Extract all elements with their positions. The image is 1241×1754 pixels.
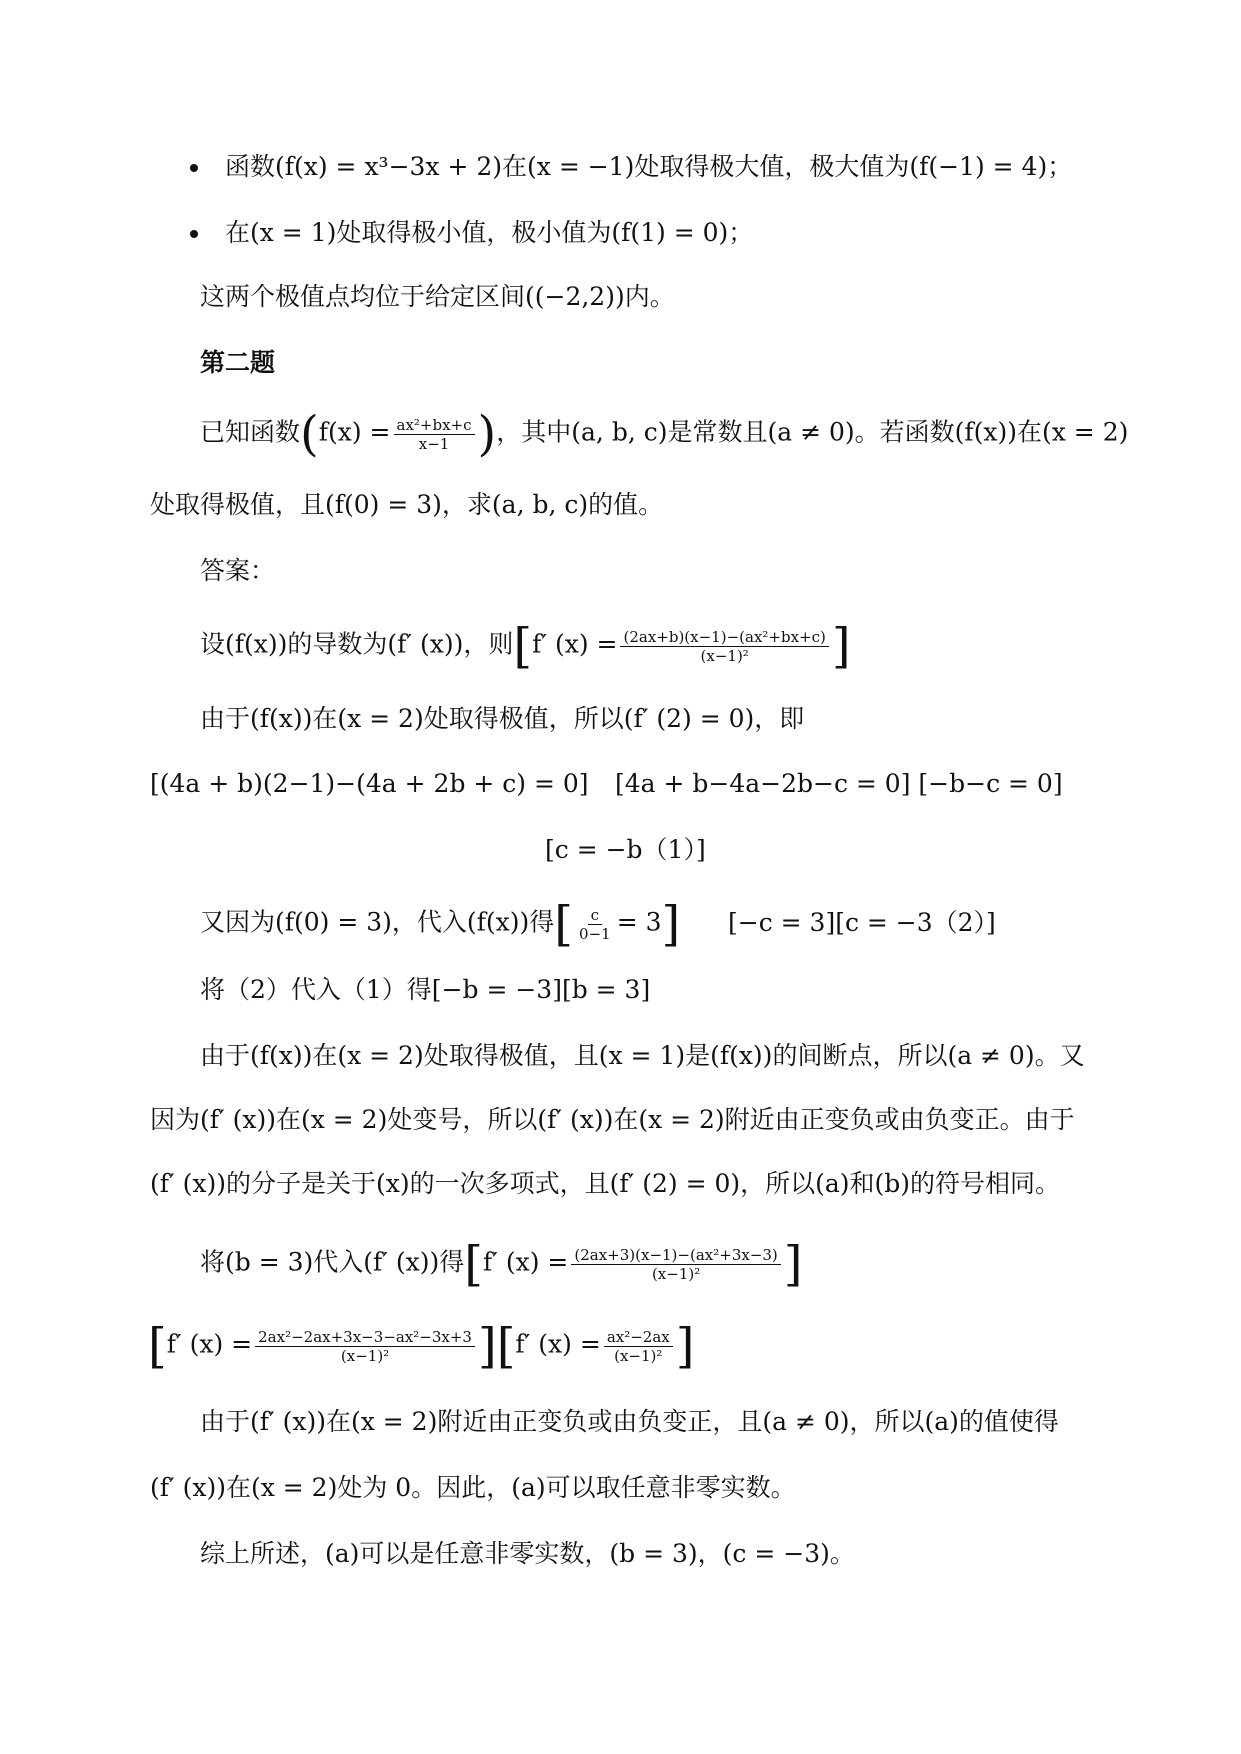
bullet-icon	[190, 164, 198, 172]
fraction	[394, 416, 475, 453]
denominator: x−1	[418, 434, 450, 453]
formula-lhs: f′ (x) =	[532, 629, 618, 659]
text: 已知函数	[200, 417, 301, 447]
text: 设(f(x))的导数为(f′ (x))，则	[200, 629, 514, 659]
equation-2: [4a + b−4a−2b−c = 0] [−b−c = 0]	[615, 769, 1063, 798]
fraction	[620, 628, 828, 665]
numerator: (2ax+3)(x−1)−(ax²+3x−3)	[571, 1246, 780, 1265]
left-paren: (	[300, 406, 319, 462]
numerator: ax²−2ax	[604, 1328, 673, 1347]
right-bracket: ]	[783, 1236, 803, 1292]
paragraph-sign-change-2: (f′ (x))在(x = 2)处为 0。因此，(a)可以取任意非零实数。	[150, 1473, 796, 1502]
fraction	[255, 1328, 475, 1365]
equation-3: [c = −b（1）]	[545, 835, 706, 864]
equation-rhs: = 3	[616, 907, 662, 937]
equation-1: [(4a + b)(2−1)−(4a + 2b + c) = 0]	[150, 769, 589, 798]
right-bracket: ]	[477, 1318, 497, 1374]
paragraph-substitute: 将（2）代入（1）得[−b = −3][b = 3]	[200, 975, 651, 1004]
left-bracket: [	[464, 1236, 483, 1292]
paragraph-analysis-1: 由于(f(x))在(x = 2)处取得极值，且(x = 1)是(f(x))的间断点，所以(a ≠ 0)。又	[200, 1041, 1085, 1070]
left-bracket: [	[496, 1318, 516, 1374]
paragraph-interval: 这两个极值点均位于给定区间((−2,2))内。	[200, 282, 675, 311]
left-bracket: [	[148, 1318, 167, 1374]
formula-lhs: f′ (x) =	[482, 1247, 569, 1277]
paragraph-analysis-3: (f′ (x))的分子是关于(x)的一次多项式，且(f′ (2) = 0)，所以(a)和(b)的符号相同。	[150, 1169, 1061, 1198]
derivative-substitution	[200, 1236, 803, 1292]
fraction	[576, 906, 614, 943]
substitution-line	[200, 896, 681, 952]
text: 将(b = 3)代入(f′ (x))得	[200, 1247, 465, 1277]
section-heading: 第二题	[200, 348, 276, 377]
denominator: (x−1)²	[614, 1346, 663, 1365]
left-bracket: [	[513, 618, 533, 674]
paragraph-sign-change-1: 由于(f′ (x))在(x = 2)附近由正变负或由负变正，且(a ≠ 0)，所以(a)的值使得	[200, 1407, 1059, 1436]
text: 又因为(f(0) = 3)，代入(f(x))得	[200, 907, 555, 937]
formula-lhs: f′ (x) =	[515, 1329, 601, 1359]
paragraph-conclusion: 综上所述，(a)可以是任意非零实数，(b = 3)，(c = −3)。	[200, 1539, 855, 1568]
formula-lhs: f(x) =	[318, 417, 391, 447]
bullet-line-min: 在(x = 1)处取得极小值，极小值为(f(1) = 0)；	[225, 218, 754, 247]
paragraph-analysis-2: 因为(f′ (x))在(x = 2)处变号，所以(f′ (x))在(x = 2)附近由正变负或由负变正。由于	[150, 1105, 1075, 1134]
denominator: (x−1)²	[700, 646, 749, 665]
answer-label: 答案：	[200, 556, 276, 585]
numerator: 2ax²−2ax+3x−3−ax²−3x+3	[255, 1328, 475, 1347]
text: ，其中(a, b, c)是常数且(a ≠ 0)。若函数(f(x))在(x = 2)	[496, 417, 1129, 447]
equation-4: [−c = 3][c = −3（2）]	[728, 908, 996, 937]
right-bracket: ]	[831, 618, 851, 674]
bullet-line-max: 函数(f(x) = x³−3x + 2)在(x = −1)处取得极大值，极大值为(f(−1) = 4)；	[225, 152, 1073, 181]
bullet-icon	[190, 230, 198, 238]
derivative-simplification	[148, 1318, 695, 1374]
paragraph-extremum: 由于(f(x))在(x = 2)处取得极值，所以(f′ (2) = 0)，即	[200, 704, 805, 733]
derivative-line	[200, 618, 851, 674]
right-bracket: ]	[661, 896, 681, 952]
fraction	[604, 1328, 673, 1365]
problem-statement-cont: 处取得极值，且(f(0) = 3)，求(a, b, c)的值。	[150, 490, 664, 519]
right-bracket: ]	[675, 1318, 695, 1374]
fraction	[571, 1246, 780, 1283]
formula-lhs: f′ (x) =	[166, 1329, 253, 1359]
denominator: (x−1)²	[651, 1264, 701, 1283]
problem-statement	[200, 406, 1129, 462]
denominator: (x−1)²	[340, 1346, 390, 1365]
numerator: c	[588, 906, 602, 925]
denominator: 0−1	[579, 924, 611, 943]
numerator: ax²+bx+c	[394, 416, 475, 435]
left-bracket: [	[554, 896, 574, 952]
right-paren: )	[477, 406, 497, 462]
numerator: (2ax+b)(x−1)−(ax²+bx+c)	[620, 628, 828, 647]
